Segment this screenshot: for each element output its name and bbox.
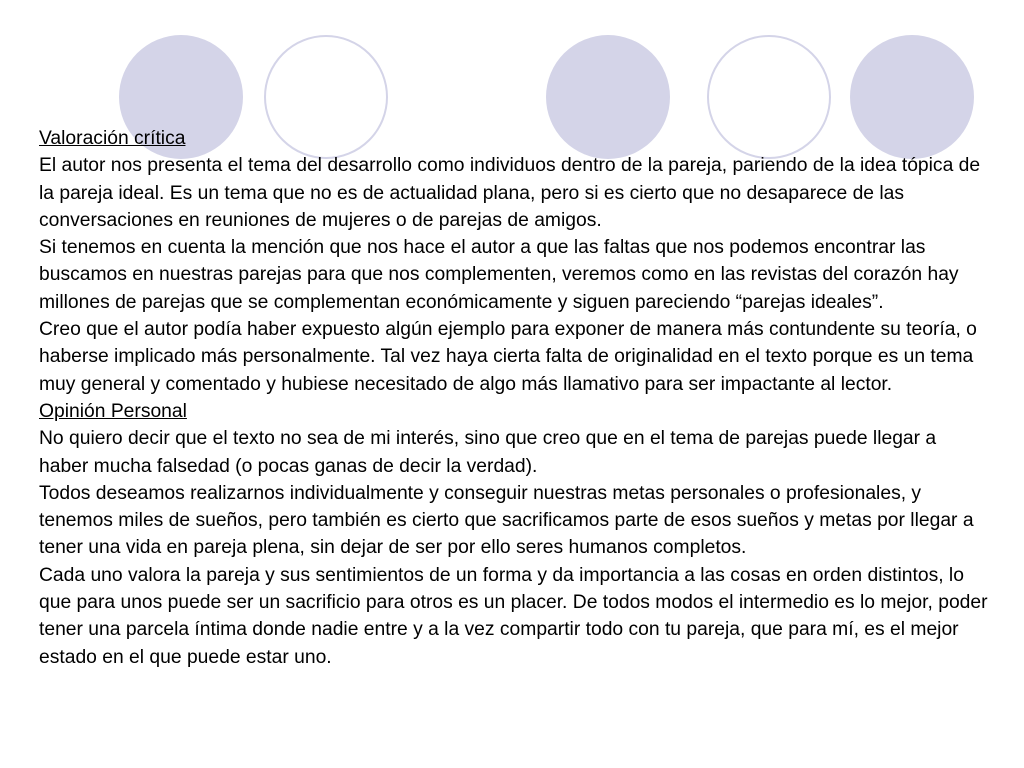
- valoracion-paragraph: El autor nos presenta el tema del desarrollo como individuos dentro de la pareja, pariendo de la idea tópica de la pareja ideal. Es un tema que no es de actualidad plana, pero si es cierto que no desaparece de las conversaciones en reuniones de mujeres o de parejas de amigos.: [39, 155, 981, 231]
- valoracion-paragraph: Creo que el autor podía haber expuesto algún ejemplo para exponer de manera más contundente su teoría, o haberse implicado más personalmente. Tal vez haya cierta falta de originalidad en el texto porque es un tema muy general y comentado y hubiese necesitado de algo más llamativo para ser impactante al lector.: [39, 319, 977, 395]
- slide-body: [39, 125, 989, 671]
- opinion-paragraph: Cada uno valora la pareja y sus sentimientos de un forma y da importancia a las cosas en orden distintos, lo que para unos puede ser un sacrificio para otros es un placer. De todos modos el intermedio es lo mejor, poder tener una parcela íntima donde nadie entre y a la vez compartir todo con tu pareja, que para mí, es el mejor estado en el que puede estar uno.: [39, 564, 988, 668]
- valoracion-heading: Valoración crítica: [39, 128, 186, 149]
- opinion-paragraph: No quiero decir que el texto no sea de mi interés, sino que creo que en el tema de parejas puede llegar a haber mucha falsedad (o pocas ganas de decir la verdad).: [39, 428, 937, 477]
- valoracion-paragraph: Si tenemos en cuenta la mención que nos hace el autor a que las faltas que nos podemos encontrar las buscamos en nuestras parejas para que nos complementen, veremos como en las revistas del corazón hay millones de parejas que se complementan económicamente y siguen pareciendo “parejas ideales”.: [39, 237, 959, 313]
- opinion-heading: Opinión Personal: [39, 400, 187, 422]
- opinion-paragraph: Todos deseamos realizarnos individualmente y conseguir nuestras metas personales o profesionales, y tenemos miles de sueños, pero también es cierto que sacrificamos parte de esos sueños y metas por llegar a tener una vida en pareja plena, sin dejar de ser por ello seres humanos completos.: [39, 482, 974, 559]
